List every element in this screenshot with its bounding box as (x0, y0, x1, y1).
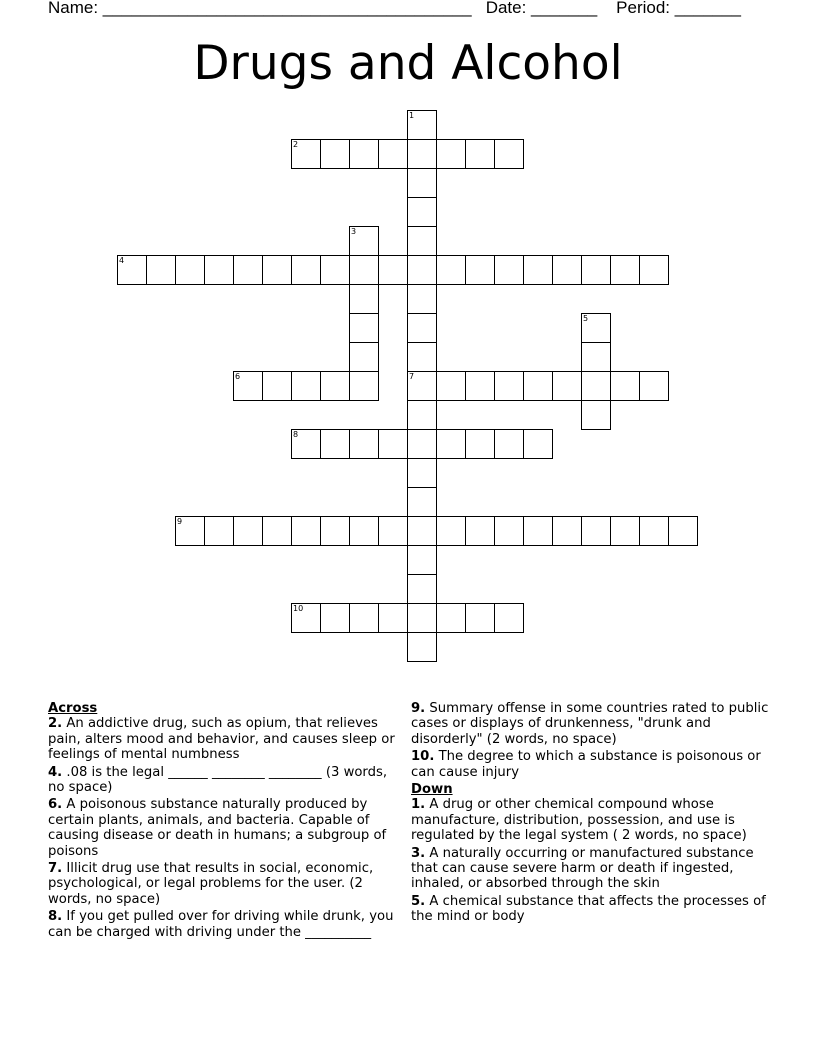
grid-cell[interactable] (291, 429, 321, 459)
grid-cell[interactable] (378, 603, 408, 633)
grid-cell[interactable] (465, 603, 495, 633)
name-field[interactable]: Name: _______________________________________ (48, 0, 472, 17)
grid-cell[interactable] (436, 371, 466, 401)
grid-cell[interactable] (436, 255, 466, 285)
date-field[interactable]: Date: _______ (485, 0, 598, 17)
clue-number: 8. (48, 909, 63, 925)
grid-cell[interactable] (436, 516, 466, 546)
grid-cell[interactable] (465, 429, 495, 459)
grid-cell[interactable] (610, 255, 640, 285)
grid-cell[interactable] (233, 255, 263, 285)
grid-cell[interactable] (465, 255, 495, 285)
grid-cell[interactable] (552, 371, 582, 401)
clue-number-label: 2 (293, 140, 299, 149)
grid-cell[interactable] (494, 603, 524, 633)
grid-cell[interactable] (407, 400, 437, 430)
grid-cell[interactable] (407, 313, 437, 343)
clue-across-6 (48, 797, 404, 859)
grid-cell[interactable] (581, 516, 611, 546)
grid-cell[interactable] (552, 255, 582, 285)
clue-down-3 (411, 846, 771, 892)
grid-cell[interactable] (639, 371, 669, 401)
grid-cell[interactable] (378, 429, 408, 459)
grid-cell[interactable] (262, 255, 292, 285)
clue-text: A drug or other chemical compound whose manufacture, distribution, possession, and use is regulated by the legal system ( 2 words, no space) (411, 797, 747, 844)
grid-cell[interactable] (639, 255, 669, 285)
grid-cell[interactable] (378, 139, 408, 169)
period-field[interactable]: Period: _______ (616, 0, 741, 17)
clue-number-label: 5 (583, 314, 589, 323)
grid-cell[interactable] (581, 313, 611, 343)
grid-cell[interactable] (291, 603, 321, 633)
clue-number: 10. (411, 749, 435, 765)
grid-cell[interactable] (407, 168, 437, 198)
grid-cell[interactable] (407, 458, 437, 488)
grid-cell[interactable] (349, 371, 379, 401)
clue-text: An addictive drug, such as opium, that relieves pain, alters mood and behavior, and causes sleep or feelings of mental numbness (48, 716, 395, 763)
clue-number-label: 1 (409, 111, 415, 120)
clue-number: 2. (48, 716, 63, 732)
clue-number: 1. (411, 797, 426, 813)
clue-across-4 (48, 765, 404, 796)
clue-number: 7. (48, 861, 63, 877)
clue-text: If you get pulled over for driving while drunk, you can be charged with driving under the __________ (48, 909, 394, 940)
clue-text: The degree to which a substance is poisonous or can cause injury (411, 749, 761, 780)
clue-number-label: 7 (409, 372, 415, 381)
clue-number-label: 10 (293, 604, 304, 613)
grid-cell[interactable] (639, 516, 669, 546)
grid-cell[interactable] (233, 516, 263, 546)
grid-cell[interactable] (523, 516, 553, 546)
grid-cell[interactable] (494, 516, 524, 546)
clue-number: 5. (411, 893, 426, 909)
grid-cell[interactable] (320, 516, 350, 546)
grid-cell[interactable] (523, 371, 553, 401)
clue-text: A naturally occurring or manufactured substance that can cause severe harm or death if ingested, inhaled, or absorbed through the skin (411, 845, 754, 892)
grid-cell[interactable] (407, 632, 437, 662)
grid-cell[interactable] (378, 516, 408, 546)
grid-cell[interactable] (320, 139, 350, 169)
grid-cell[interactable] (291, 255, 321, 285)
clue-number-label: 9 (177, 517, 183, 526)
clue-text: A poisonous substance naturally produced by certain plants, animals, and bacteria. Capable of causing disease or death in humans; a subgroup of poisons (48, 797, 387, 859)
grid-cell[interactable] (320, 603, 350, 633)
grid-cell[interactable] (581, 255, 611, 285)
clue-text: Summary offense in some countries rated to public cases or displays of drunkenness, "drunk and disorderly" (2 words, no space) (411, 701, 769, 747)
grid-cell[interactable] (494, 139, 524, 169)
clue-text: .08 is the legal ______ ________ ________ (3 words, no space) (48, 764, 388, 796)
grid-cell[interactable] (407, 429, 437, 459)
grid-cell[interactable] (668, 516, 698, 546)
grid-cell[interactable] (320, 371, 350, 401)
clue-across-9 (411, 701, 771, 747)
grid-cell[interactable] (465, 139, 495, 169)
clue-across-2 (48, 716, 404, 762)
grid-cell[interactable] (349, 603, 379, 633)
clue-number-label: 8 (293, 430, 299, 439)
clues-left-column (48, 701, 404, 942)
grid-cell[interactable] (204, 255, 234, 285)
grid-cell[interactable] (407, 487, 437, 517)
grid-cell[interactable] (581, 400, 611, 430)
grid-cell[interactable] (349, 429, 379, 459)
clue-down-1 (411, 797, 771, 843)
grid-cell[interactable] (146, 255, 176, 285)
grid-cell[interactable] (349, 342, 379, 372)
page-title: Drugs and Alcohol (193, 36, 623, 91)
grid-cell[interactable] (320, 255, 350, 285)
grid-cell[interactable] (407, 603, 437, 633)
grid-cell[interactable] (407, 110, 437, 140)
grid-cell[interactable] (407, 255, 437, 285)
grid-cell[interactable] (378, 255, 408, 285)
clue-number-label: 4 (119, 256, 125, 265)
grid-cell[interactable] (610, 516, 640, 546)
grid-cell[interactable] (436, 429, 466, 459)
grid-cell[interactable] (349, 313, 379, 343)
grid-cell[interactable] (349, 139, 379, 169)
grid-cell[interactable] (320, 429, 350, 459)
clue-number: 4. (48, 764, 63, 780)
grid-cell[interactable] (349, 516, 379, 546)
grid-cell[interactable] (175, 516, 205, 546)
grid-cell[interactable] (436, 139, 466, 169)
grid-cell[interactable] (349, 226, 379, 256)
grid-cell[interactable] (233, 371, 263, 401)
grid-cell[interactable] (291, 139, 321, 169)
grid-cell[interactable] (349, 284, 379, 314)
grid-cell[interactable] (494, 371, 524, 401)
grid-cell[interactable] (407, 284, 437, 314)
grid-cell[interactable] (262, 516, 292, 546)
grid-cell[interactable] (175, 255, 205, 285)
grid-cell[interactable] (407, 574, 437, 604)
grid-cell[interactable] (465, 516, 495, 546)
grid-cell[interactable] (407, 342, 437, 372)
clue-number-label: 3 (351, 227, 357, 236)
grid-cell[interactable] (407, 226, 437, 256)
grid-cell[interactable] (204, 516, 234, 546)
clue-text: A chemical substance that affects the processes of the mind or body (411, 893, 766, 925)
down-heading: Down (411, 782, 453, 798)
grid-cell[interactable] (291, 371, 321, 401)
grid-cell[interactable] (465, 371, 495, 401)
clue-across-7 (48, 861, 404, 907)
grid-cell[interactable] (523, 255, 553, 285)
grid-cell[interactable] (552, 516, 582, 546)
clue-number-label: 6 (235, 372, 241, 381)
grid-cell[interactable] (349, 255, 379, 285)
grid-cell[interactable] (291, 516, 321, 546)
grid-cell[interactable] (494, 429, 524, 459)
grid-cell[interactable] (407, 516, 437, 546)
grid-cell[interactable] (407, 371, 437, 401)
clue-number: 9. (411, 701, 426, 716)
clue-number: 3. (411, 845, 426, 861)
grid-cell[interactable] (436, 603, 466, 633)
grid-cell[interactable] (407, 197, 437, 227)
across-heading: Across (48, 701, 98, 716)
grid-cell[interactable] (407, 545, 437, 575)
grid-cell[interactable] (117, 255, 147, 285)
clues-right-column (411, 701, 771, 927)
clue-text: Illicit drug use that results in social, economic, psychological, or legal problems for the user. (2 words, no space) (48, 861, 374, 907)
clue-down-5 (411, 894, 771, 925)
grid-cell[interactable] (523, 429, 553, 459)
grid-cell[interactable] (581, 342, 611, 372)
grid-cell[interactable] (262, 371, 292, 401)
grid-cell[interactable] (407, 139, 437, 169)
clue-across-10 (411, 749, 771, 780)
grid-cell[interactable] (494, 255, 524, 285)
clue-across-8 (48, 909, 404, 940)
grid-cell[interactable] (610, 371, 640, 401)
grid-cell[interactable] (581, 371, 611, 401)
clue-number: 6. (48, 797, 63, 813)
